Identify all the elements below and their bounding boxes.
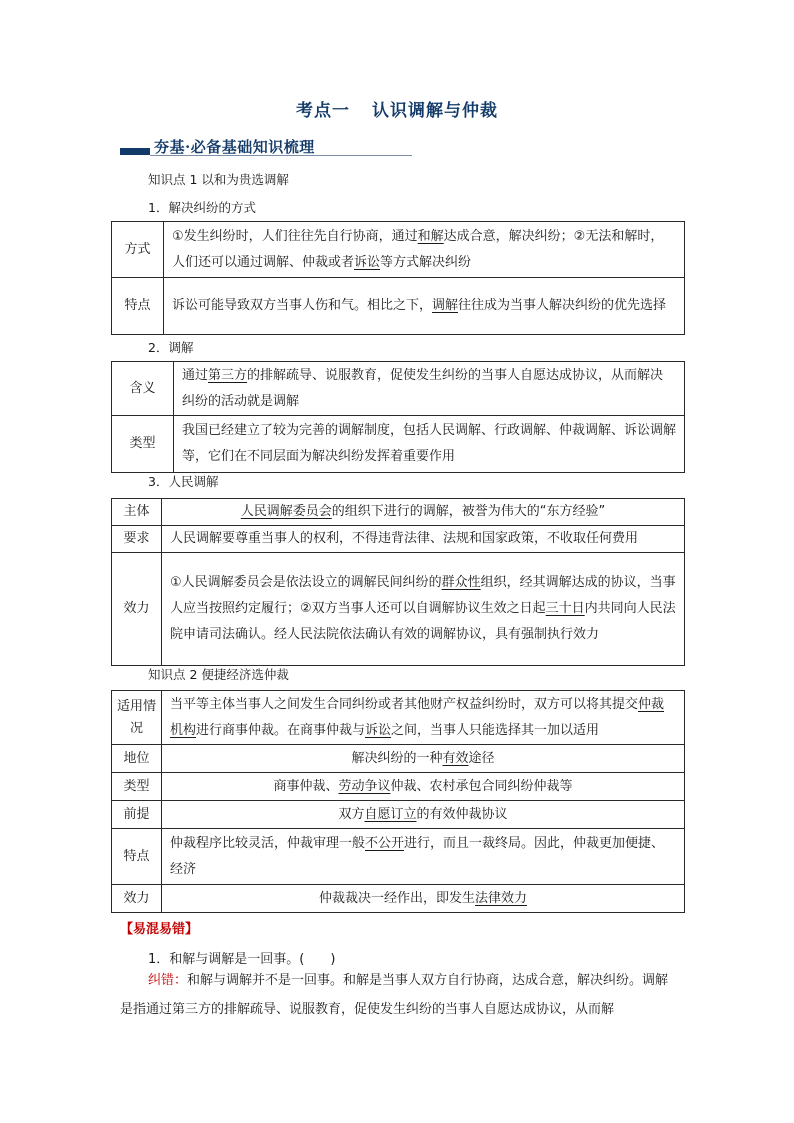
table-people-mediation [111, 498, 685, 666]
row-label: 要求 [112, 526, 162, 552]
table-row [111, 498, 685, 526]
table-row [111, 829, 685, 885]
correction-label: 纠错： [148, 973, 188, 988]
page-title [0, 96, 794, 121]
table-dispute-methods [111, 221, 685, 335]
row-content: ①人民调解委员会是依法设立的调解民间纠纷的群众性组织，经其调解达成的协议，当事人应当按照约定履行；②双方当事人还可以自调解协议生效之日起三十日内共同向人民法院申请司法确认。经人民法院依法确认有效的调解协议，具有强制执行效力 [170, 575, 676, 642]
row-label: 地位 [112, 745, 162, 772]
row-label: 适用情况 [112, 691, 162, 744]
table-row [111, 773, 685, 801]
row-label: 效力 [112, 553, 162, 665]
row-content: 仲裁程序比较灵活，仲裁审理一般不公开进行，而且一裁终局。因此，仲裁更加便捷、经济 [170, 835, 665, 877]
row-content: 仲裁裁决一经作出，即发生法律效力 [318, 890, 528, 906]
s2-heading: 2．调解 [148, 340, 194, 355]
row-label: 方式 [112, 222, 164, 277]
table-mediation [111, 361, 685, 473]
row-content: 当平等主体当事人之间发生合同纠纷或者其他财产权益纠纷时，双方可以将其提交仲裁机构进行商事仲裁。在商事仲裁与诉讼之间，当事人只能选择其一加以适用 [170, 696, 665, 738]
row-content: 解决纠纷的一种有效途径 [351, 750, 495, 766]
kp2-heading: 知识点 2 便捷经济选仲裁 [148, 667, 289, 682]
s1-heading: 1．解决纠纷的方式 [148, 200, 256, 215]
kp1-heading: 知识点 1 以和为贵选调解 [148, 172, 289, 187]
row-content: 双方自愿订立的有效仲裁协议 [338, 806, 508, 822]
row-label: 特点 [112, 278, 164, 334]
table-row [111, 745, 685, 773]
table-row [111, 690, 685, 745]
table-row [111, 221, 685, 278]
table-row [111, 553, 685, 666]
row-label: 含义 [112, 362, 174, 415]
banner-bar [120, 148, 150, 155]
title-part2: 认识调解与仲裁 [372, 101, 498, 121]
row-label: 类型 [112, 416, 174, 472]
row-content: 商事仲裁、劳动争议仲裁、农村承包合同纠纷仲裁等 [273, 778, 573, 794]
table-row [111, 278, 685, 335]
confusion-heading: 【易混易错】 [120, 922, 199, 937]
row-label: 主体 [112, 499, 162, 525]
row-content: 人民调解委员会的组织下进行的调解，被誉为伟大的“东方经验” [240, 504, 606, 519]
table-arbitration [111, 690, 685, 913]
banner-text: 夯基·必备基础知识梳理 [154, 138, 315, 156]
table-row [111, 885, 685, 913]
row-content: 人民调解要尊重当事人的权利，不得违背法律、法规和国家政策，不收取任何费用 [170, 531, 639, 546]
s3-heading: 3．人民调解 [148, 474, 219, 489]
correction-text: 和解与调解并不是一回事。和解是当事人双方自行协商，达成合意，解决纠纷。调解是指通过第三方的排解疏导、说服教育，促使发生纠纷的当事人自愿达成协议，从而解 [120, 973, 669, 1017]
table-row [111, 361, 685, 416]
table-row [111, 526, 685, 553]
table-row [111, 801, 685, 829]
table-row [111, 416, 685, 473]
row-label: 类型 [112, 773, 162, 800]
question-1: 1．和解与调解是一回事。( ) [148, 952, 336, 967]
section-banner [120, 134, 412, 160]
row-content: 诉讼可能导致双方当事人伤和气。相比之下，调解往往成为当事人解决纠纷的优先选择 [172, 298, 667, 313]
row-label: 前提 [112, 801, 162, 828]
correction-paragraph [120, 966, 680, 1024]
row-label: 效力 [112, 885, 162, 912]
row-label: 特点 [112, 829, 162, 884]
row-content: 我国已经建立了较为完善的调解制度，包括人民调解、行政调解、仲裁调解、诉讼调解等，它们在不同层面为解决纠纷发挥着重要作用 [182, 423, 677, 464]
row-content: ①发生纠纷时，人们往往先自行协商，通过和解达成合意，解决纠纷；②无法和解时，人们还可以通过调解、仲裁或者诉讼等方式解决纠纷 [172, 228, 664, 270]
title-part1: 考点一 [296, 101, 350, 121]
row-content: 通过第三方的排解疏导、说服教育，促使发生纠纷的当事人自愿达成协议，从而解决纠纷的活动就是调解 [182, 367, 664, 409]
